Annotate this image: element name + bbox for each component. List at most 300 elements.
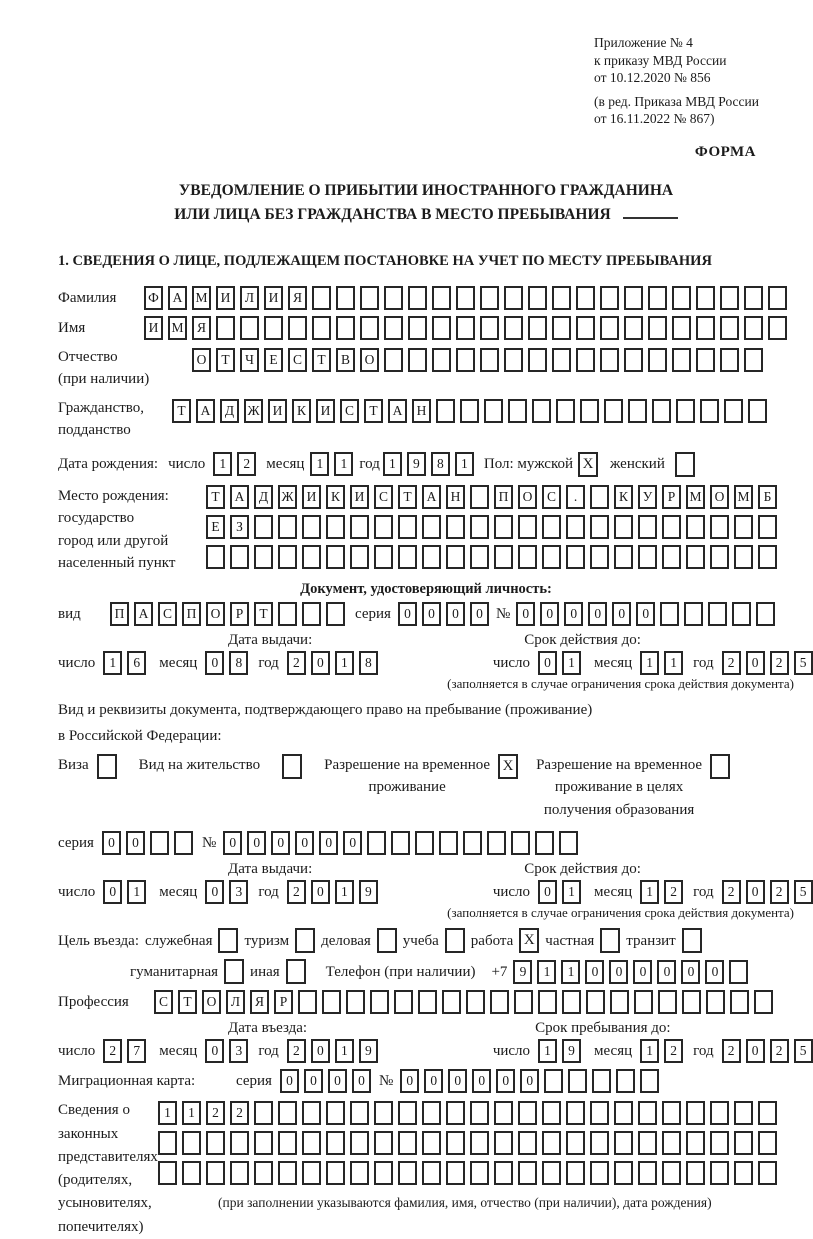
char-cell[interactable]	[672, 286, 691, 310]
char-cell[interactable]: 1	[310, 452, 329, 476]
char-cell[interactable]	[744, 348, 763, 372]
char-cell[interactable]	[422, 545, 441, 569]
char-cell[interactable]	[720, 348, 739, 372]
char-cell[interactable]	[470, 515, 489, 539]
char-cell[interactable]	[576, 348, 595, 372]
char-cell[interactable]	[206, 545, 225, 569]
char-cell[interactable]: В	[336, 348, 355, 372]
char-cell[interactable]: 5	[794, 1039, 813, 1063]
char-cell[interactable]	[696, 316, 715, 340]
char-cell[interactable]	[604, 399, 623, 423]
char-cell[interactable]	[463, 831, 482, 855]
char-cell[interactable]: П	[494, 485, 513, 509]
char-cell[interactable]	[600, 348, 619, 372]
char-cell[interactable]: 0	[352, 1069, 371, 1093]
char-cell[interactable]: 0	[103, 880, 122, 904]
purpose-business-checkbox[interactable]	[377, 928, 397, 953]
char-cell[interactable]	[394, 990, 413, 1014]
char-cell[interactable]	[174, 831, 193, 855]
char-cell[interactable]	[730, 990, 749, 1014]
char-cell[interactable]	[240, 316, 259, 340]
char-cell[interactable]: 5	[794, 651, 813, 675]
char-cell[interactable]: И	[316, 399, 335, 423]
char-cell[interactable]	[278, 515, 297, 539]
char-cell[interactable]: Т	[172, 399, 191, 423]
char-cell[interactable]: 0	[496, 1069, 515, 1093]
char-cell[interactable]	[734, 1161, 753, 1185]
char-cell[interactable]	[590, 1101, 609, 1125]
char-cell[interactable]: Р	[230, 602, 249, 626]
purpose-other-checkbox[interactable]	[286, 959, 306, 984]
char-cell[interactable]	[568, 1069, 587, 1093]
char-cell[interactable]: С	[158, 602, 177, 626]
char-cell[interactable]: И	[350, 485, 369, 509]
char-cell[interactable]	[535, 831, 554, 855]
char-cell[interactable]	[556, 399, 575, 423]
char-cell[interactable]: 0	[102, 831, 121, 855]
char-cell[interactable]	[710, 1161, 729, 1185]
char-cell[interactable]	[748, 399, 767, 423]
char-cell[interactable]: 2	[230, 1101, 249, 1125]
char-cell[interactable]	[158, 1161, 177, 1185]
char-cell[interactable]: 0	[588, 602, 607, 626]
char-cell[interactable]	[470, 485, 489, 509]
char-cell[interactable]	[422, 515, 441, 539]
char-cell[interactable]: М	[168, 316, 187, 340]
char-cell[interactable]	[254, 1161, 273, 1185]
char-cell[interactable]: 1	[103, 651, 122, 675]
char-cell[interactable]	[384, 286, 403, 310]
char-cell[interactable]	[614, 1101, 633, 1125]
char-cell[interactable]	[744, 286, 763, 310]
char-cell[interactable]	[542, 1131, 561, 1155]
char-cell[interactable]	[254, 545, 273, 569]
char-cell[interactable]	[590, 1161, 609, 1185]
char-cell[interactable]	[254, 515, 273, 539]
char-cell[interactable]	[470, 1131, 489, 1155]
char-cell[interactable]	[758, 545, 777, 569]
char-cell[interactable]	[686, 545, 705, 569]
char-cell[interactable]	[514, 990, 533, 1014]
char-cell[interactable]	[562, 990, 581, 1014]
char-cell[interactable]: 2	[287, 880, 306, 904]
char-cell[interactable]	[302, 515, 321, 539]
char-cell[interactable]: 0	[424, 1069, 443, 1093]
char-cell[interactable]	[700, 399, 719, 423]
char-cell[interactable]: 0	[205, 651, 224, 675]
char-cell[interactable]: Т	[312, 348, 331, 372]
char-cell[interactable]: 0	[540, 602, 559, 626]
char-cell[interactable]	[415, 831, 434, 855]
char-cell[interactable]	[696, 286, 715, 310]
char-cell[interactable]	[528, 348, 547, 372]
char-cell[interactable]: К	[326, 485, 345, 509]
char-cell[interactable]: А	[230, 485, 249, 509]
char-cell[interactable]	[518, 545, 537, 569]
char-cell[interactable]	[518, 1161, 537, 1185]
char-cell[interactable]	[566, 1161, 585, 1185]
char-cell[interactable]	[614, 515, 633, 539]
char-cell[interactable]: Я	[288, 286, 307, 310]
char-cell[interactable]	[326, 1101, 345, 1125]
char-cell[interactable]	[336, 286, 355, 310]
char-cell[interactable]	[638, 1131, 657, 1155]
char-cell[interactable]: 0	[319, 831, 338, 855]
char-cell[interactable]: 1	[127, 880, 146, 904]
char-cell[interactable]	[278, 545, 297, 569]
char-cell[interactable]	[350, 545, 369, 569]
char-cell[interactable]	[552, 286, 571, 310]
char-cell[interactable]: 0	[205, 1039, 224, 1063]
char-cell[interactable]: 3	[229, 880, 248, 904]
char-cell[interactable]: 0	[520, 1069, 539, 1093]
char-cell[interactable]	[494, 1101, 513, 1125]
char-cell[interactable]	[590, 485, 609, 509]
char-cell[interactable]: А	[196, 399, 215, 423]
char-cell[interactable]	[432, 286, 451, 310]
char-cell[interactable]	[708, 602, 727, 626]
char-cell[interactable]	[696, 348, 715, 372]
char-cell[interactable]	[614, 545, 633, 569]
char-cell[interactable]	[662, 545, 681, 569]
char-cell[interactable]	[374, 515, 393, 539]
char-cell[interactable]: Ж	[278, 485, 297, 509]
char-cell[interactable]	[422, 1161, 441, 1185]
char-cell[interactable]: 1	[335, 880, 354, 904]
char-cell[interactable]: Н	[446, 485, 465, 509]
char-cell[interactable]	[398, 545, 417, 569]
char-cell[interactable]: 2	[206, 1101, 225, 1125]
char-cell[interactable]	[418, 990, 437, 1014]
char-cell[interactable]	[370, 990, 389, 1014]
temp-residence-checkbox[interactable]: X	[498, 754, 518, 779]
char-cell[interactable]: 7	[127, 1039, 146, 1063]
char-cell[interactable]	[302, 602, 321, 626]
char-cell[interactable]	[710, 1101, 729, 1125]
char-cell[interactable]: К	[292, 399, 311, 423]
char-cell[interactable]: 0	[343, 831, 362, 855]
char-cell[interactable]	[398, 515, 417, 539]
char-cell[interactable]	[624, 316, 643, 340]
char-cell[interactable]	[638, 1161, 657, 1185]
char-cell[interactable]	[302, 545, 321, 569]
char-cell[interactable]	[744, 316, 763, 340]
char-cell[interactable]: М	[734, 485, 753, 509]
char-cell[interactable]: А	[134, 602, 153, 626]
char-cell[interactable]: Н	[412, 399, 431, 423]
char-cell[interactable]: 0	[746, 651, 765, 675]
char-cell[interactable]: Л	[226, 990, 245, 1014]
char-cell[interactable]	[686, 515, 705, 539]
char-cell[interactable]: 0	[705, 960, 724, 984]
char-cell[interactable]	[532, 399, 551, 423]
purpose-private-checkbox[interactable]	[600, 928, 620, 953]
char-cell[interactable]: 1	[182, 1101, 201, 1125]
char-cell[interactable]	[312, 286, 331, 310]
char-cell[interactable]	[552, 316, 571, 340]
char-cell[interactable]: А	[168, 286, 187, 310]
char-cell[interactable]	[254, 1101, 273, 1125]
temp-residence-education-checkbox[interactable]	[710, 754, 730, 779]
char-cell[interactable]: Т	[216, 348, 235, 372]
char-cell[interactable]: С	[288, 348, 307, 372]
char-cell[interactable]	[302, 1161, 321, 1185]
char-cell[interactable]	[542, 1101, 561, 1125]
char-cell[interactable]: 2	[722, 880, 741, 904]
char-cell[interactable]	[422, 1131, 441, 1155]
char-cell[interactable]: 1	[561, 960, 580, 984]
char-cell[interactable]: 0	[126, 831, 145, 855]
char-cell[interactable]: 2	[770, 1039, 789, 1063]
char-cell[interactable]	[484, 399, 503, 423]
char-cell[interactable]	[206, 1131, 225, 1155]
char-cell[interactable]: 1	[562, 651, 581, 675]
char-cell[interactable]	[436, 399, 455, 423]
char-cell[interactable]	[398, 1131, 417, 1155]
char-cell[interactable]	[456, 286, 475, 310]
char-cell[interactable]: Т	[398, 485, 417, 509]
char-cell[interactable]	[350, 1131, 369, 1155]
char-cell[interactable]: 2	[770, 651, 789, 675]
char-cell[interactable]	[494, 545, 513, 569]
char-cell[interactable]	[312, 316, 331, 340]
char-cell[interactable]	[230, 545, 249, 569]
char-cell[interactable]: 0	[746, 880, 765, 904]
char-cell[interactable]: С	[154, 990, 173, 1014]
char-cell[interactable]: И	[216, 286, 235, 310]
char-cell[interactable]	[446, 1161, 465, 1185]
char-cell[interactable]	[648, 316, 667, 340]
char-cell[interactable]: Д	[220, 399, 239, 423]
char-cell[interactable]	[600, 316, 619, 340]
char-cell[interactable]	[158, 1131, 177, 1155]
sex-male-checkbox[interactable]: X	[578, 452, 598, 477]
char-cell[interactable]	[384, 348, 403, 372]
char-cell[interactable]: 9	[407, 452, 426, 476]
char-cell[interactable]: 0	[311, 880, 330, 904]
purpose-work-checkbox[interactable]: X	[519, 928, 539, 953]
char-cell[interactable]: 0	[585, 960, 604, 984]
char-cell[interactable]	[504, 286, 523, 310]
char-cell[interactable]: 0	[538, 651, 557, 675]
char-cell[interactable]	[278, 1101, 297, 1125]
char-cell[interactable]	[614, 1161, 633, 1185]
char-cell[interactable]: А	[388, 399, 407, 423]
char-cell[interactable]	[302, 1131, 321, 1155]
char-cell[interactable]: С	[374, 485, 393, 509]
char-cell[interactable]	[439, 831, 458, 855]
char-cell[interactable]	[446, 1131, 465, 1155]
char-cell[interactable]: Я	[192, 316, 211, 340]
char-cell[interactable]: П	[182, 602, 201, 626]
char-cell[interactable]	[150, 831, 169, 855]
char-cell[interactable]	[182, 1161, 201, 1185]
char-cell[interactable]: Р	[274, 990, 293, 1014]
char-cell[interactable]	[302, 1101, 321, 1125]
char-cell[interactable]	[456, 316, 475, 340]
char-cell[interactable]	[758, 1161, 777, 1185]
char-cell[interactable]: С	[340, 399, 359, 423]
char-cell[interactable]: 9	[562, 1039, 581, 1063]
char-cell[interactable]	[758, 1131, 777, 1155]
char-cell[interactable]	[367, 831, 386, 855]
char-cell[interactable]	[710, 1131, 729, 1155]
char-cell[interactable]	[559, 831, 578, 855]
char-cell[interactable]	[470, 1161, 489, 1185]
char-cell[interactable]: М	[686, 485, 705, 509]
char-cell[interactable]	[576, 286, 595, 310]
char-cell[interactable]	[542, 545, 561, 569]
char-cell[interactable]	[652, 399, 671, 423]
char-cell[interactable]	[278, 1161, 297, 1185]
char-cell[interactable]	[662, 1131, 681, 1155]
char-cell[interactable]: 0	[295, 831, 314, 855]
char-cell[interactable]	[732, 602, 751, 626]
char-cell[interactable]: 1	[335, 1039, 354, 1063]
char-cell[interactable]	[590, 1131, 609, 1155]
char-cell[interactable]: Я	[250, 990, 269, 1014]
char-cell[interactable]: 1	[334, 452, 353, 476]
char-cell[interactable]	[182, 1131, 201, 1155]
char-cell[interactable]: 0	[311, 651, 330, 675]
char-cell[interactable]: С	[542, 485, 561, 509]
char-cell[interactable]	[600, 286, 619, 310]
char-cell[interactable]	[494, 1131, 513, 1155]
char-cell[interactable]	[374, 1131, 393, 1155]
purpose-official-checkbox[interactable]	[218, 928, 238, 953]
char-cell[interactable]: Б	[758, 485, 777, 509]
char-cell[interactable]	[528, 286, 547, 310]
char-cell[interactable]	[350, 1101, 369, 1125]
char-cell[interactable]: Т	[254, 602, 273, 626]
char-cell[interactable]	[466, 990, 485, 1014]
char-cell[interactable]: 2	[103, 1039, 122, 1063]
char-cell[interactable]	[638, 1101, 657, 1125]
char-cell[interactable]	[374, 1101, 393, 1125]
char-cell[interactable]	[360, 316, 379, 340]
char-cell[interactable]	[298, 990, 317, 1014]
char-cell[interactable]: О	[192, 348, 211, 372]
char-cell[interactable]: 0	[304, 1069, 323, 1093]
char-cell[interactable]: 0	[609, 960, 628, 984]
char-cell[interactable]	[672, 316, 691, 340]
char-cell[interactable]: 1	[213, 452, 232, 476]
char-cell[interactable]: 9	[359, 880, 378, 904]
char-cell[interactable]	[710, 545, 729, 569]
char-cell[interactable]	[518, 515, 537, 539]
char-cell[interactable]	[662, 1161, 681, 1185]
char-cell[interactable]: Л	[240, 286, 259, 310]
char-cell[interactable]: 0	[247, 831, 266, 855]
char-cell[interactable]: 1	[158, 1101, 177, 1125]
char-cell[interactable]: О	[360, 348, 379, 372]
char-cell[interactable]: 0	[205, 880, 224, 904]
char-cell[interactable]: 1	[383, 452, 402, 476]
char-cell[interactable]: 1	[455, 452, 474, 476]
char-cell[interactable]	[504, 348, 523, 372]
char-cell[interactable]	[528, 316, 547, 340]
char-cell[interactable]	[480, 286, 499, 310]
char-cell[interactable]	[480, 348, 499, 372]
char-cell[interactable]	[494, 1161, 513, 1185]
char-cell[interactable]	[360, 286, 379, 310]
char-cell[interactable]	[490, 990, 509, 1014]
char-cell[interactable]	[511, 831, 530, 855]
char-cell[interactable]	[408, 316, 427, 340]
char-cell[interactable]: 0	[681, 960, 700, 984]
char-cell[interactable]	[432, 348, 451, 372]
char-cell[interactable]: 2	[237, 452, 256, 476]
char-cell[interactable]	[326, 1161, 345, 1185]
char-cell[interactable]: 2	[664, 880, 683, 904]
char-cell[interactable]	[538, 990, 557, 1014]
char-cell[interactable]	[648, 348, 667, 372]
char-cell[interactable]	[487, 831, 506, 855]
char-cell[interactable]: Р	[662, 485, 681, 509]
char-cell[interactable]	[580, 399, 599, 423]
char-cell[interactable]	[408, 348, 427, 372]
char-cell[interactable]	[660, 602, 679, 626]
char-cell[interactable]	[518, 1131, 537, 1155]
char-cell[interactable]	[326, 602, 345, 626]
char-cell[interactable]	[756, 602, 775, 626]
char-cell[interactable]	[398, 1101, 417, 1125]
char-cell[interactable]	[322, 990, 341, 1014]
char-cell[interactable]	[640, 1069, 659, 1093]
char-cell[interactable]: 2	[770, 880, 789, 904]
char-cell[interactable]: О	[202, 990, 221, 1014]
char-cell[interactable]	[350, 515, 369, 539]
purpose-humanitarian-checkbox[interactable]	[224, 959, 244, 984]
char-cell[interactable]	[542, 515, 561, 539]
char-cell[interactable]: 1	[537, 960, 556, 984]
char-cell[interactable]: 5	[794, 880, 813, 904]
char-cell[interactable]: П	[110, 602, 129, 626]
char-cell[interactable]: Д	[254, 485, 273, 509]
char-cell[interactable]	[672, 348, 691, 372]
char-cell[interactable]	[590, 515, 609, 539]
char-cell[interactable]: 1	[664, 651, 683, 675]
char-cell[interactable]	[729, 960, 748, 984]
char-cell[interactable]: 1	[640, 1039, 659, 1063]
char-cell[interactable]: О	[710, 485, 729, 509]
sex-female-checkbox[interactable]	[675, 452, 695, 477]
char-cell[interactable]	[254, 1131, 273, 1155]
char-cell[interactable]	[720, 316, 739, 340]
char-cell[interactable]	[326, 515, 345, 539]
char-cell[interactable]	[446, 545, 465, 569]
char-cell[interactable]	[684, 602, 703, 626]
char-cell[interactable]: 0	[746, 1039, 765, 1063]
char-cell[interactable]	[576, 316, 595, 340]
char-cell[interactable]: 1	[335, 651, 354, 675]
char-cell[interactable]	[662, 1101, 681, 1125]
char-cell[interactable]	[734, 545, 753, 569]
char-cell[interactable]	[346, 990, 365, 1014]
char-cell[interactable]: 0	[538, 880, 557, 904]
char-cell[interactable]	[724, 399, 743, 423]
char-cell[interactable]: Т	[178, 990, 197, 1014]
char-cell[interactable]	[638, 545, 657, 569]
char-cell[interactable]	[710, 515, 729, 539]
char-cell[interactable]	[264, 316, 283, 340]
char-cell[interactable]: 9	[359, 1039, 378, 1063]
char-cell[interactable]	[624, 348, 643, 372]
char-cell[interactable]	[384, 316, 403, 340]
char-cell[interactable]	[460, 399, 479, 423]
char-cell[interactable]	[768, 316, 787, 340]
char-cell[interactable]	[754, 990, 773, 1014]
